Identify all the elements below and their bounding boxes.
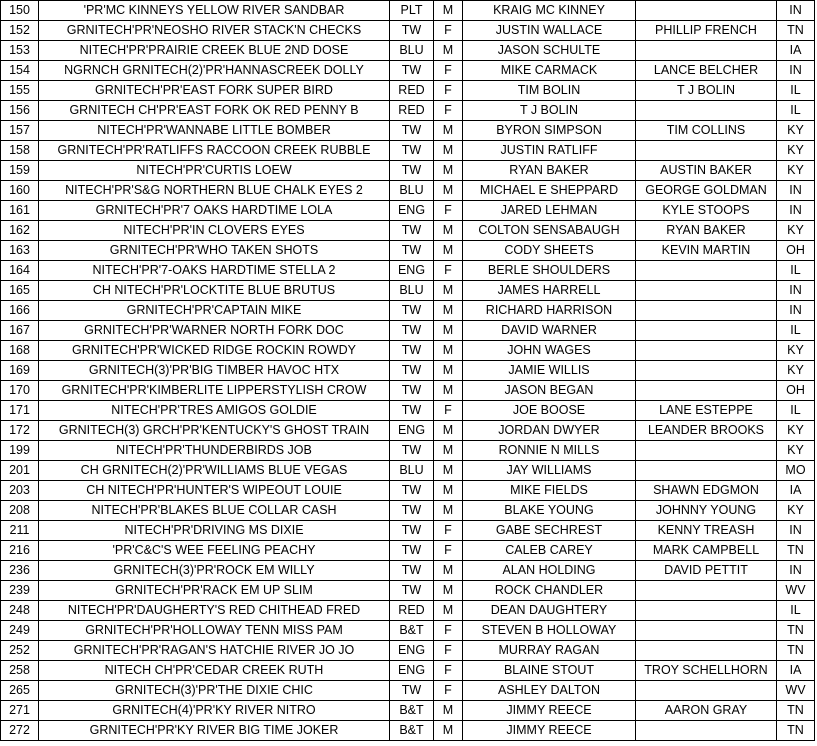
table-row xyxy=(1,241,815,261)
handler-name-cell: JOHNNY YOUNG xyxy=(636,501,777,521)
table-row xyxy=(1,501,815,521)
breed-code-cell: PLT xyxy=(390,1,434,21)
handler-name-cell xyxy=(636,461,777,481)
owner-name-cell: MIKE FIELDS xyxy=(463,481,636,501)
handler-name-cell xyxy=(636,641,777,661)
sex-code-cell: F xyxy=(434,661,463,681)
table-row xyxy=(1,261,815,281)
handler-name-cell xyxy=(636,301,777,321)
owner-name-cell: JUSTIN WALLACE xyxy=(463,21,636,41)
breed-code-cell: TW xyxy=(390,581,434,601)
entry-number-cell: 252 xyxy=(1,641,39,661)
table-row xyxy=(1,221,815,241)
state-code-cell: IA xyxy=(777,481,815,501)
table-row xyxy=(1,181,815,201)
sex-code-cell: F xyxy=(434,261,463,281)
dog-name-cell: GRNITECH(3)'PR'BIG TIMBER HAVOC HTX xyxy=(39,361,390,381)
dog-name-cell: GRNITECH'PR'RAGAN'S HATCHIE RIVER JO JO xyxy=(39,641,390,661)
handler-name-cell xyxy=(636,361,777,381)
breed-code-cell: TW xyxy=(390,141,434,161)
dog-name-cell: GRNITECH'PR'WICKED RIDGE ROCKIN ROWDY xyxy=(39,341,390,361)
state-code-cell: IN xyxy=(777,1,815,21)
state-code-cell: IN xyxy=(777,521,815,541)
owner-name-cell: JIMMY REECE xyxy=(463,701,636,721)
dog-name-cell: GRNITECH(3)'PR'ROCK EM WILLY xyxy=(39,561,390,581)
dog-name-cell: GRNITECH(4)'PR'KY RIVER NITRO xyxy=(39,701,390,721)
breed-code-cell: RED xyxy=(390,601,434,621)
handler-name-cell: LANCE BELCHER xyxy=(636,61,777,81)
table-row xyxy=(1,441,815,461)
dog-name-cell: GRNITECH'PR'KIMBERLITE LIPPERSTYLISH CROW xyxy=(39,381,390,401)
handler-name-cell: SHAWN EDGMON xyxy=(636,481,777,501)
handler-name-cell: KENNY TREASH xyxy=(636,521,777,541)
owner-name-cell: JAY WILLIAMS xyxy=(463,461,636,481)
owner-name-cell: JASON BEGAN xyxy=(463,381,636,401)
handler-name-cell: AARON GRAY xyxy=(636,701,777,721)
breed-code-cell: RED xyxy=(390,101,434,121)
dog-name-cell: GRNITECH'PR'7 OAKS HARDTIME LOLA xyxy=(39,201,390,221)
dog-name-cell: NITECH'PR'TRES AMIGOS GOLDIE xyxy=(39,401,390,421)
owner-name-cell: COLTON SENSABAUGH xyxy=(463,221,636,241)
dog-name-cell: GRNITECH'PR'CAPTAIN MIKE xyxy=(39,301,390,321)
dog-name-cell: NGRNCH GRNITECH(2)'PR'HANNASCREEK DOLLY xyxy=(39,61,390,81)
handler-name-cell xyxy=(636,441,777,461)
breed-code-cell: TW xyxy=(390,321,434,341)
sex-code-cell: F xyxy=(434,401,463,421)
state-code-cell: IA xyxy=(777,41,815,61)
state-code-cell: IN xyxy=(777,561,815,581)
sex-code-cell: F xyxy=(434,621,463,641)
entry-number-cell: 239 xyxy=(1,581,39,601)
breed-code-cell: B&T xyxy=(390,721,434,741)
sex-code-cell: M xyxy=(434,501,463,521)
breed-code-cell: ENG xyxy=(390,661,434,681)
table-row xyxy=(1,41,815,61)
entry-number-cell: 163 xyxy=(1,241,39,261)
handler-name-cell: AUSTIN BAKER xyxy=(636,161,777,181)
owner-name-cell: ALAN HOLDING xyxy=(463,561,636,581)
sex-code-cell: M xyxy=(434,441,463,461)
state-code-cell: TN xyxy=(777,641,815,661)
table-row xyxy=(1,121,815,141)
entry-number-cell: 258 xyxy=(1,661,39,681)
handler-name-cell: TROY SCHELLHORN xyxy=(636,661,777,681)
handler-name-cell: LANE ESTEPPE xyxy=(636,401,777,421)
entry-number-cell: 199 xyxy=(1,441,39,461)
dog-name-cell: GRNITECH CH'PR'EAST FORK OK RED PENNY B xyxy=(39,101,390,121)
state-code-cell: IL xyxy=(777,321,815,341)
table-row xyxy=(1,681,815,701)
state-code-cell: TN xyxy=(777,621,815,641)
breed-code-cell: TW xyxy=(390,481,434,501)
entry-number-cell: 211 xyxy=(1,521,39,541)
dog-name-cell: GRNITECH'PR'EAST FORK SUPER BIRD xyxy=(39,81,390,101)
owner-name-cell: JOE BOOSE xyxy=(463,401,636,421)
table-row xyxy=(1,81,815,101)
owner-name-cell: RYAN BAKER xyxy=(463,161,636,181)
dog-name-cell: NITECH'PR'DAUGHERTY'S RED CHITHEAD FRED xyxy=(39,601,390,621)
entry-number-cell: 208 xyxy=(1,501,39,521)
breed-code-cell: TW xyxy=(390,561,434,581)
owner-name-cell: DAVID WARNER xyxy=(463,321,636,341)
owner-name-cell: JAMES HARRELL xyxy=(463,281,636,301)
handler-name-cell xyxy=(636,321,777,341)
sex-code-cell: M xyxy=(434,361,463,381)
breed-code-cell: TW xyxy=(390,501,434,521)
state-code-cell: OH xyxy=(777,241,815,261)
entry-number-cell: 155 xyxy=(1,81,39,101)
breed-code-cell: TW xyxy=(390,301,434,321)
owner-name-cell: GABE SECHREST xyxy=(463,521,636,541)
dog-name-cell: GRNITECH'PR'NEOSHO RIVER STACK'N CHECKS xyxy=(39,21,390,41)
entry-number-cell: 248 xyxy=(1,601,39,621)
table-row xyxy=(1,661,815,681)
sex-code-cell: M xyxy=(434,581,463,601)
breed-code-cell: TW xyxy=(390,121,434,141)
dog-name-cell: NITECH'PR'IN CLOVERS EYES xyxy=(39,221,390,241)
owner-name-cell: ROCK CHANDLER xyxy=(463,581,636,601)
breed-code-cell: BLU xyxy=(390,281,434,301)
state-code-cell: IL xyxy=(777,401,815,421)
handler-name-cell xyxy=(636,681,777,701)
handler-name-cell: MARK CAMPBELL xyxy=(636,541,777,561)
handler-name-cell xyxy=(636,601,777,621)
owner-name-cell: STEVEN B HOLLOWAY xyxy=(463,621,636,641)
state-code-cell: WV xyxy=(777,681,815,701)
table-row xyxy=(1,1,815,21)
owner-name-cell: CALEB CAREY xyxy=(463,541,636,561)
dog-name-cell: GRNITECH'PR'RATLIFFS RACCOON CREEK RUBBLE xyxy=(39,141,390,161)
owner-name-cell: JIMMY REECE xyxy=(463,721,636,741)
sex-code-cell: M xyxy=(434,301,463,321)
table-row xyxy=(1,201,815,221)
owner-name-cell: TIM BOLIN xyxy=(463,81,636,101)
entry-number-cell: 162 xyxy=(1,221,39,241)
entry-number-cell: 216 xyxy=(1,541,39,561)
owner-name-cell: JOHN WAGES xyxy=(463,341,636,361)
table-row xyxy=(1,101,815,121)
state-code-cell: KY xyxy=(777,141,815,161)
table-row xyxy=(1,641,815,661)
sex-code-cell: M xyxy=(434,321,463,341)
dog-name-cell: NITECH'PR'BLAKES BLUE COLLAR CASH xyxy=(39,501,390,521)
dog-name-cell: GRNITECH(3)'PR'THE DIXIE CHIC xyxy=(39,681,390,701)
dog-name-cell: CH GRNITECH(2)'PR'WILLIAMS BLUE VEGAS xyxy=(39,461,390,481)
owner-name-cell: DEAN DAUGHTERY xyxy=(463,601,636,621)
dog-name-cell: NITECH CH'PR'CEDAR CREEK RUTH xyxy=(39,661,390,681)
sex-code-cell: M xyxy=(434,341,463,361)
state-code-cell: TN xyxy=(777,721,815,741)
owner-name-cell: JAMIE WILLIS xyxy=(463,361,636,381)
owner-name-cell: BLAINE STOUT xyxy=(463,661,636,681)
state-code-cell: IN xyxy=(777,301,815,321)
handler-name-cell xyxy=(636,341,777,361)
breed-code-cell: RED xyxy=(390,81,434,101)
dog-name-cell: 'PR'MC KINNEYS YELLOW RIVER SANDBAR xyxy=(39,1,390,21)
dog-name-cell: NITECH'PR'PRAIRIE CREEK BLUE 2ND DOSE xyxy=(39,41,390,61)
owner-name-cell: JARED LEHMAN xyxy=(463,201,636,221)
sex-code-cell: M xyxy=(434,701,463,721)
state-code-cell: IL xyxy=(777,601,815,621)
entry-number-cell: 168 xyxy=(1,341,39,361)
dog-name-cell: NITECH'PR'S&G NORTHERN BLUE CHALK EYES 2 xyxy=(39,181,390,201)
entry-number-cell: 236 xyxy=(1,561,39,581)
dog-name-cell: GRNITECH'PR'KY RIVER BIG TIME JOKER xyxy=(39,721,390,741)
sex-code-cell: M xyxy=(434,41,463,61)
state-code-cell: KY xyxy=(777,501,815,521)
state-code-cell: IA xyxy=(777,661,815,681)
table-row xyxy=(1,621,815,641)
handler-name-cell: PHILLIP FRENCH xyxy=(636,21,777,41)
table-row xyxy=(1,461,815,481)
entry-number-cell: 158 xyxy=(1,141,39,161)
dog-name-cell: GRNITECH'PR'RACK EM UP SLIM xyxy=(39,581,390,601)
owner-name-cell: BYRON SIMPSON xyxy=(463,121,636,141)
entry-number-cell: 156 xyxy=(1,101,39,121)
dog-name-cell: GRNITECH'PR'HOLLOWAY TENN MISS PAM xyxy=(39,621,390,641)
owner-name-cell: ASHLEY DALTON xyxy=(463,681,636,701)
breed-code-cell: ENG xyxy=(390,201,434,221)
handler-name-cell: GEORGE GOLDMAN xyxy=(636,181,777,201)
sex-code-cell: F xyxy=(434,681,463,701)
state-code-cell: KY xyxy=(777,341,815,361)
entry-number-cell: 150 xyxy=(1,1,39,21)
handler-name-cell xyxy=(636,621,777,641)
entry-number-cell: 169 xyxy=(1,361,39,381)
breed-code-cell: BLU xyxy=(390,181,434,201)
entry-number-cell: 152 xyxy=(1,21,39,41)
sex-code-cell: M xyxy=(434,481,463,501)
handler-name-cell: T J BOLIN xyxy=(636,81,777,101)
handler-name-cell xyxy=(636,261,777,281)
handler-name-cell xyxy=(636,381,777,401)
breed-code-cell: B&T xyxy=(390,701,434,721)
table-row xyxy=(1,601,815,621)
entry-number-cell: 272 xyxy=(1,721,39,741)
breed-code-cell: TW xyxy=(390,241,434,261)
table-row xyxy=(1,281,815,301)
dog-name-cell: NITECH'PR'CURTIS LOEW xyxy=(39,161,390,181)
state-code-cell: IN xyxy=(777,61,815,81)
breed-code-cell: TW xyxy=(390,441,434,461)
breed-code-cell: TW xyxy=(390,681,434,701)
dog-name-cell: GRNITECH(3) GRCH'PR'KENTUCKY'S GHOST TRAIN xyxy=(39,421,390,441)
sex-code-cell: M xyxy=(434,1,463,21)
breed-code-cell: BLU xyxy=(390,461,434,481)
breed-code-cell: TW xyxy=(390,381,434,401)
table-row xyxy=(1,21,815,41)
owner-name-cell: RONNIE N MILLS xyxy=(463,441,636,461)
breed-code-cell: ENG xyxy=(390,421,434,441)
table-row xyxy=(1,481,815,501)
handler-name-cell: KYLE STOOPS xyxy=(636,201,777,221)
table-row xyxy=(1,581,815,601)
dog-name-cell: NITECH'PR'THUNDERBIRDS JOB xyxy=(39,441,390,461)
entry-number-cell: 171 xyxy=(1,401,39,421)
dog-name-cell: CH NITECH'PR'LOCKTITE BLUE BRUTUS xyxy=(39,281,390,301)
sex-code-cell: M xyxy=(434,461,463,481)
entry-table-body xyxy=(1,1,815,741)
entry-number-cell: 164 xyxy=(1,261,39,281)
breed-code-cell: ENG xyxy=(390,641,434,661)
handler-name-cell xyxy=(636,281,777,301)
table-row xyxy=(1,361,815,381)
state-code-cell: KY xyxy=(777,161,815,181)
handler-name-cell: DAVID PETTIT xyxy=(636,561,777,581)
entry-number-cell: 172 xyxy=(1,421,39,441)
sex-code-cell: M xyxy=(434,141,463,161)
state-code-cell: IL xyxy=(777,81,815,101)
handler-name-cell xyxy=(636,581,777,601)
owner-name-cell: BERLE SHOULDERS xyxy=(463,261,636,281)
handler-name-cell: RYAN BAKER xyxy=(636,221,777,241)
handler-name-cell xyxy=(636,101,777,121)
breed-code-cell: B&T xyxy=(390,621,434,641)
handler-name-cell: LEANDER BROOKS xyxy=(636,421,777,441)
table-row xyxy=(1,521,815,541)
entry-number-cell: 167 xyxy=(1,321,39,341)
breed-code-cell: TW xyxy=(390,61,434,81)
breed-code-cell: TW xyxy=(390,521,434,541)
table-row xyxy=(1,321,815,341)
entry-number-cell: 157 xyxy=(1,121,39,141)
state-code-cell: KY xyxy=(777,121,815,141)
sex-code-cell: M xyxy=(434,181,463,201)
owner-name-cell: JUSTIN RATLIFF xyxy=(463,141,636,161)
table-row xyxy=(1,381,815,401)
entry-number-cell: 271 xyxy=(1,701,39,721)
entry-number-cell: 201 xyxy=(1,461,39,481)
breed-code-cell: TW xyxy=(390,401,434,421)
sex-code-cell: M xyxy=(434,161,463,181)
dog-name-cell: NITECH'PR'DRIVING MS DIXIE xyxy=(39,521,390,541)
owner-name-cell: JASON SCHULTE xyxy=(463,41,636,61)
dog-name-cell: CH NITECH'PR'HUNTER'S WIPEOUT LOUIE xyxy=(39,481,390,501)
dog-name-cell: GRNITECH'PR'WHO TAKEN SHOTS xyxy=(39,241,390,261)
sex-code-cell: M xyxy=(434,601,463,621)
sex-code-cell: F xyxy=(434,201,463,221)
state-code-cell: IL xyxy=(777,101,815,121)
state-code-cell: TN xyxy=(777,541,815,561)
owner-name-cell: MICHAEL E SHEPPARD xyxy=(463,181,636,201)
sex-code-cell: M xyxy=(434,421,463,441)
owner-name-cell: BLAKE YOUNG xyxy=(463,501,636,521)
entry-number-cell: 161 xyxy=(1,201,39,221)
sex-code-cell: F xyxy=(434,521,463,541)
sex-code-cell: M xyxy=(434,241,463,261)
breed-code-cell: TW xyxy=(390,221,434,241)
table-row xyxy=(1,541,815,561)
state-code-cell: KY xyxy=(777,421,815,441)
dog-name-cell: GRNITECH'PR'WARNER NORTH FORK DOC xyxy=(39,321,390,341)
handler-name-cell: TIM COLLINS xyxy=(636,121,777,141)
state-code-cell: MO xyxy=(777,461,815,481)
sex-code-cell: M xyxy=(434,721,463,741)
breed-code-cell: ENG xyxy=(390,261,434,281)
entry-number-cell: 153 xyxy=(1,41,39,61)
entry-number-cell: 166 xyxy=(1,301,39,321)
owner-name-cell: T J BOLIN xyxy=(463,101,636,121)
owner-name-cell: MIKE CARMACK xyxy=(463,61,636,81)
sex-code-cell: F xyxy=(434,21,463,41)
breed-code-cell: TW xyxy=(390,21,434,41)
breed-code-cell: BLU xyxy=(390,41,434,61)
owner-name-cell: RICHARD HARRISON xyxy=(463,301,636,321)
table-row xyxy=(1,401,815,421)
state-code-cell: OH xyxy=(777,381,815,401)
owner-name-cell: KRAIG MC KINNEY xyxy=(463,1,636,21)
sex-code-cell: M xyxy=(434,281,463,301)
handler-name-cell: KEVIN MARTIN xyxy=(636,241,777,261)
entry-number-cell: 265 xyxy=(1,681,39,701)
breed-code-cell: TW xyxy=(390,341,434,361)
table-row xyxy=(1,161,815,181)
handler-name-cell xyxy=(636,141,777,161)
handler-name-cell xyxy=(636,41,777,61)
sex-code-cell: M xyxy=(434,561,463,581)
entry-number-cell: 165 xyxy=(1,281,39,301)
sex-code-cell: F xyxy=(434,101,463,121)
state-code-cell: IN xyxy=(777,281,815,301)
state-code-cell: TN xyxy=(777,701,815,721)
state-code-cell: KY xyxy=(777,361,815,381)
table-row xyxy=(1,61,815,81)
state-code-cell: IN xyxy=(777,201,815,221)
handler-name-cell xyxy=(636,1,777,21)
handler-name-cell xyxy=(636,721,777,741)
breed-code-cell: TW xyxy=(390,161,434,181)
sex-code-cell: M xyxy=(434,121,463,141)
table-row xyxy=(1,561,815,581)
entry-number-cell: 170 xyxy=(1,381,39,401)
state-code-cell: KY xyxy=(777,441,815,461)
sex-code-cell: F xyxy=(434,641,463,661)
state-code-cell: IN xyxy=(777,181,815,201)
state-code-cell: WV xyxy=(777,581,815,601)
state-code-cell: TN xyxy=(777,21,815,41)
table-row xyxy=(1,341,815,361)
entry-number-cell: 203 xyxy=(1,481,39,501)
dog-name-cell: NITECH'PR'7-OAKS HARDTIME STELLA 2 xyxy=(39,261,390,281)
state-code-cell: KY xyxy=(777,221,815,241)
state-code-cell: IL xyxy=(777,261,815,281)
owner-name-cell: MURRAY RAGAN xyxy=(463,641,636,661)
dog-name-cell: 'PR'C&C'S WEE FEELING PEACHY xyxy=(39,541,390,561)
table-row xyxy=(1,421,815,441)
entry-number-cell: 249 xyxy=(1,621,39,641)
entry-number-cell: 160 xyxy=(1,181,39,201)
entry-number-cell: 154 xyxy=(1,61,39,81)
breed-code-cell: TW xyxy=(390,361,434,381)
table-row xyxy=(1,141,815,161)
owner-name-cell: CODY SHEETS xyxy=(463,241,636,261)
table-row xyxy=(1,701,815,721)
sex-code-cell: F xyxy=(434,81,463,101)
sex-code-cell: F xyxy=(434,61,463,81)
sex-code-cell: F xyxy=(434,541,463,561)
entry-number-cell: 159 xyxy=(1,161,39,181)
sex-code-cell: M xyxy=(434,221,463,241)
dog-name-cell: NITECH'PR'WANNABE LITTLE BOMBER xyxy=(39,121,390,141)
table-row xyxy=(1,721,815,741)
sex-code-cell: M xyxy=(434,381,463,401)
owner-name-cell: JORDAN DWYER xyxy=(463,421,636,441)
breed-code-cell: TW xyxy=(390,541,434,561)
table-row xyxy=(1,301,815,321)
